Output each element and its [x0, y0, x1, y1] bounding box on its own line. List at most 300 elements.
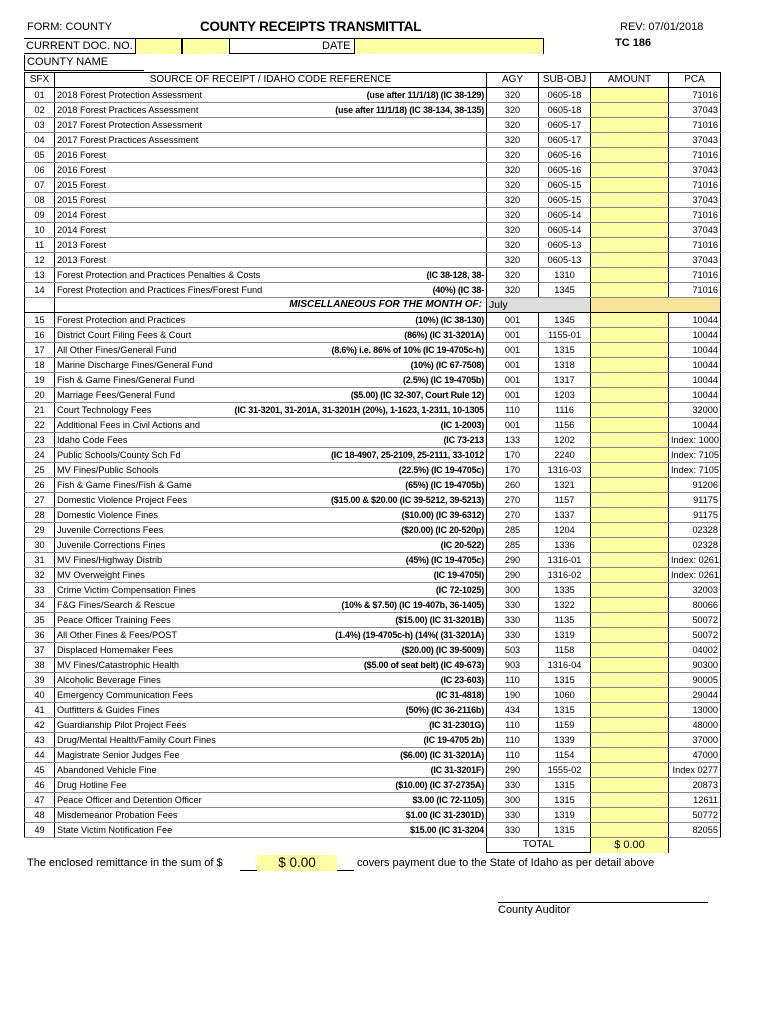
row-pca: Index: 1000: [669, 433, 721, 448]
row-source: [55, 373, 487, 388]
row-amount-input[interactable]: [591, 313, 669, 328]
row-agy: 290: [487, 553, 539, 568]
row-sfx: 14: [25, 283, 55, 298]
current-doc-label: CURRENT DOC. NO.: [26, 40, 133, 52]
row-amount-input[interactable]: [591, 328, 669, 343]
row-description: State Victim Notification Fee: [57, 825, 173, 835]
misc-fill: [591, 298, 721, 313]
table-row: [25, 733, 721, 748]
row-pca: 71016: [669, 283, 721, 298]
row-sfx: 18: [25, 358, 55, 373]
row-source: [55, 148, 487, 163]
row-pca: 91175: [669, 493, 721, 508]
month-field[interactable]: July: [487, 298, 591, 313]
misc-label: MISCELLANEOUS FOR THE MONTH OF:: [289, 299, 482, 310]
row-amount-input[interactable]: [591, 718, 669, 733]
row-description: All Other Fines/General Fund: [57, 345, 177, 355]
row-amount-input[interactable]: [591, 613, 669, 628]
row-description: 2017 Forest Practices Assessment: [57, 135, 199, 145]
row-agy: 434: [487, 703, 539, 718]
row-sfx: 38: [25, 658, 55, 673]
county-auditor-label: County Auditor: [498, 904, 571, 916]
row-amount-input[interactable]: [591, 373, 669, 388]
row-amount-input[interactable]: [591, 568, 669, 583]
row-description: 2018 Forest Protection Assessment: [57, 90, 203, 100]
table-row: [25, 628, 721, 643]
row-code-reference: ($10.00) (IC 39-6312): [401, 510, 484, 520]
row-pca: 37043: [669, 193, 721, 208]
row-amount-input[interactable]: [591, 208, 669, 223]
row-subobj: 1156: [539, 418, 591, 433]
row-subobj: 0605-16: [539, 163, 591, 178]
row-subobj: 1315: [539, 778, 591, 793]
row-subobj: 0605-13: [539, 253, 591, 268]
row-amount-input[interactable]: [591, 793, 669, 808]
row-source: [55, 748, 487, 763]
row-source: [55, 493, 487, 508]
row-description: Displaced Homemaker Fees: [57, 645, 173, 655]
form-label: FORM: COUNTY: [27, 21, 112, 33]
row-subobj: 1339: [539, 733, 591, 748]
row-subobj: 0605-15: [539, 193, 591, 208]
table-row: [25, 388, 721, 403]
row-sfx: 15: [25, 313, 55, 328]
row-amount-input[interactable]: [591, 283, 669, 298]
table-row: [25, 598, 721, 613]
row-pca: 71016: [669, 208, 721, 223]
row-pca: 37043: [669, 133, 721, 148]
row-amount-input[interactable]: [591, 268, 669, 283]
row-amount-input[interactable]: [591, 688, 669, 703]
row-sfx: 27: [25, 493, 55, 508]
row-description: Fish & Game Fines/General Fund: [57, 375, 195, 385]
row-pca: 91175: [669, 508, 721, 523]
row-agy: 320: [487, 193, 539, 208]
row-subobj: 1322: [539, 598, 591, 613]
row-agy: 285: [487, 538, 539, 553]
row-agy: 903: [487, 658, 539, 673]
row-description: Drug Hotline Fee: [57, 780, 127, 790]
row-amount-input[interactable]: [591, 403, 669, 418]
row-code-reference: (10%) (IC 38-130): [415, 315, 484, 325]
row-source: [55, 538, 487, 553]
row-sfx: 16: [25, 328, 55, 343]
row-code-reference: (IC 20-522): [440, 540, 484, 550]
row-amount-input[interactable]: [591, 763, 669, 778]
row-sfx: 25: [25, 463, 55, 478]
row-subobj: 1203: [539, 388, 591, 403]
row-amount-input[interactable]: [591, 553, 669, 568]
row-code-reference: ($15.00 & $20.00 (IC 39-5212, 39-5213): [330, 495, 484, 505]
row-amount-input[interactable]: [591, 388, 669, 403]
row-amount-input[interactable]: [591, 703, 669, 718]
row-amount-input[interactable]: [591, 163, 669, 178]
row-pca: 37043: [669, 223, 721, 238]
row-sfx: 12: [25, 253, 55, 268]
row-source: [55, 583, 487, 598]
row-source: [55, 283, 487, 298]
row-description: Abandoned Vehicle Fine: [57, 765, 157, 775]
row-sfx: 34: [25, 598, 55, 613]
row-source: [55, 613, 487, 628]
row-subobj: 1315: [539, 673, 591, 688]
table-row: [25, 133, 721, 148]
row-amount-input[interactable]: [591, 88, 669, 103]
row-code-reference: ($15.00) (IC 31-3201B): [395, 615, 484, 625]
current-doc-input-1[interactable]: [135, 39, 182, 54]
row-amount-input[interactable]: [591, 643, 669, 658]
row-subobj: 0605-17: [539, 133, 591, 148]
row-code-reference: (IC 31-3201F): [430, 765, 484, 775]
row-description: F&G Fines/Search & Rescue: [57, 600, 175, 610]
row-sfx: 29: [25, 523, 55, 538]
row-sfx: 42: [25, 718, 55, 733]
table-row: [25, 238, 721, 253]
row-source: [55, 598, 487, 613]
row-agy: 320: [487, 238, 539, 253]
row-sfx: 44: [25, 748, 55, 763]
row-subobj: 0605-18: [539, 103, 591, 118]
row-amount-input[interactable]: [591, 748, 669, 763]
table-row: [25, 208, 721, 223]
row-sfx: 28: [25, 508, 55, 523]
row-pca: 10044: [669, 373, 721, 388]
row-source: [55, 163, 487, 178]
remittance-amount: $ 0.00: [257, 855, 337, 871]
row-subobj: 0605-18: [539, 88, 591, 103]
row-subobj: 2240: [539, 448, 591, 463]
date-input[interactable]: [354, 39, 544, 54]
row-description: Domestic Violence Fines: [57, 510, 158, 520]
row-pca: 10044: [669, 418, 721, 433]
row-source: [55, 418, 487, 433]
row-source: [55, 223, 487, 238]
row-sfx: 39: [25, 673, 55, 688]
row-description: 2013 Forest: [57, 255, 107, 265]
row-description: MV Fines/Public Schools: [57, 465, 159, 475]
row-code-reference: (use after 11/1/18) (IC 38-134, 38-135): [335, 105, 484, 115]
row-agy: 270: [487, 508, 539, 523]
row-sfx: 24: [25, 448, 55, 463]
row-source: [55, 778, 487, 793]
row-code-reference: (IC 31-4818): [435, 690, 484, 700]
row-pca: Index: 0261: [669, 553, 721, 568]
table-row: [25, 193, 721, 208]
row-description: Guardianship Pilot Project Fees: [57, 720, 187, 730]
row-description: 2013 Forest: [57, 240, 107, 250]
row-amount-input[interactable]: [591, 583, 669, 598]
row-code-reference: (IC 19-4705l): [433, 570, 484, 580]
row-code-reference: (use after 11/1/18) (IC 38-129): [366, 90, 484, 100]
row-amount-input[interactable]: [591, 508, 669, 523]
row-sfx: 43: [25, 733, 55, 748]
header-row: [25, 73, 721, 88]
table-row: [25, 478, 721, 493]
row-description: Drug/Mental Health/Family Court Fines: [57, 735, 216, 745]
row-agy: 001: [487, 358, 539, 373]
row-amount-input[interactable]: [591, 193, 669, 208]
row-description: Juvenile Corrections Fines: [57, 540, 166, 550]
row-code-reference: ($6.00) (IC 31-3201A): [400, 750, 484, 760]
row-source: [55, 718, 487, 733]
row-agy: 330: [487, 778, 539, 793]
row-agy: 320: [487, 268, 539, 283]
row-subobj: 1317: [539, 373, 591, 388]
row-subobj: 1135: [539, 613, 591, 628]
row-code-reference: (IC 38-128, 38-: [426, 270, 484, 280]
table-row: [25, 283, 721, 298]
row-pca: 47000: [669, 748, 721, 763]
row-agy: 330: [487, 628, 539, 643]
row-agy: 503: [487, 643, 539, 658]
row-agy: 001: [487, 418, 539, 433]
row-code-reference: (22.5%) (IC 19-4705c): [398, 465, 484, 475]
row-sfx: 04: [25, 133, 55, 148]
row-pca: 71016: [669, 88, 721, 103]
row-subobj: 0605-14: [539, 208, 591, 223]
col-agy: AGY: [487, 73, 539, 88]
row-agy: 320: [487, 223, 539, 238]
row-amount-input[interactable]: [591, 178, 669, 193]
row-agy: 270: [487, 493, 539, 508]
row-pca: 71016: [669, 238, 721, 253]
row-source: [55, 688, 487, 703]
row-pca: Index: 7105: [669, 448, 721, 463]
row-pca: 10044: [669, 313, 721, 328]
row-description: Magistrate Senior Judges Fee: [57, 750, 180, 760]
table-row: [25, 703, 721, 718]
row-subobj: 1155-01: [539, 328, 591, 343]
table-row: [25, 568, 721, 583]
row-agy: 190: [487, 688, 539, 703]
row-amount-input[interactable]: [591, 103, 669, 118]
row-code-reference: (65%) (IC 19-4705b): [405, 480, 484, 490]
remittance-amount-field[interactable]: [240, 855, 354, 871]
row-source: [55, 133, 487, 148]
row-description: MV Fines/Highway Distrib: [57, 555, 163, 565]
row-source: [55, 103, 487, 118]
row-sfx: 36: [25, 628, 55, 643]
table-row: [25, 508, 721, 523]
row-pca: 90005: [669, 673, 721, 688]
row-source: [55, 523, 487, 538]
row-description: 2018 Forest Practices Assessment: [57, 105, 199, 115]
row-subobj: 1345: [539, 283, 591, 298]
row-agy: 330: [487, 823, 539, 838]
row-amount-input[interactable]: [591, 118, 669, 133]
row-amount-input[interactable]: [591, 433, 669, 448]
row-amount-input[interactable]: [591, 598, 669, 613]
table-row: [25, 463, 721, 478]
row-description: Misdemeanor Probation Fees: [57, 810, 178, 820]
row-sfx: 47: [25, 793, 55, 808]
row-subobj: 1315: [539, 703, 591, 718]
row-code-reference: ($5.00 of seat belt) (IC 49-673): [363, 660, 484, 670]
table-row: [25, 748, 721, 763]
row-pca: 50772: [669, 808, 721, 823]
row-code-reference: $3.00 (IC 72-1105): [412, 795, 484, 805]
row-sfx: 23: [25, 433, 55, 448]
row-pca: 10044: [669, 388, 721, 403]
table-row: [25, 118, 721, 133]
row-pca: 48000: [669, 718, 721, 733]
row-amount-input[interactable]: [591, 658, 669, 673]
current-doc-input-2[interactable]: [182, 39, 230, 54]
row-agy: 110: [487, 748, 539, 763]
row-agy: 290: [487, 763, 539, 778]
row-description: Juvenile Corrections Fees: [57, 525, 164, 535]
row-subobj: 1158: [539, 643, 591, 658]
row-description: Peace Officer Training Fees: [57, 615, 171, 625]
row-amount-input[interactable]: [591, 463, 669, 478]
row-amount-input[interactable]: [591, 133, 669, 148]
row-description: 2017 Forest Protection Assessment: [57, 120, 203, 130]
row-description: Additional Fees in Civil Actions and: [57, 420, 200, 430]
row-subobj: 1335: [539, 583, 591, 598]
row-amount-input[interactable]: [591, 343, 669, 358]
table-row: [25, 523, 721, 538]
row-subobj: 1154: [539, 748, 591, 763]
table-row: [25, 103, 721, 118]
row-agy: 320: [487, 103, 539, 118]
row-amount-input[interactable]: [591, 478, 669, 493]
row-amount-input[interactable]: [591, 808, 669, 823]
row-description: Fish & Game Fines/Fish & Game: [57, 480, 192, 490]
row-pca: 80066: [669, 598, 721, 613]
row-description: Outfitters & Guides Fines: [57, 705, 160, 715]
row-source: [55, 343, 487, 358]
table-row: [25, 793, 721, 808]
row-amount-input[interactable]: [591, 148, 669, 163]
row-code-reference: (2.5%) (IC 19-4705b): [402, 375, 484, 385]
row-description: 2014 Forest: [57, 210, 107, 220]
row-source: [55, 313, 487, 328]
row-source: [55, 268, 487, 283]
row-subobj: 1555-02: [539, 763, 591, 778]
row-amount-input[interactable]: [591, 448, 669, 463]
table-row: [25, 328, 721, 343]
row-sfx: 22: [25, 418, 55, 433]
row-subobj: 1321: [539, 478, 591, 493]
row-agy: 320: [487, 208, 539, 223]
row-subobj: 1060: [539, 688, 591, 703]
row-agy: 320: [487, 118, 539, 133]
col-sfx: SFX: [25, 73, 55, 88]
row-pca: Index: 7105: [669, 463, 721, 478]
row-code-reference: (IC 72-1025): [435, 585, 484, 595]
row-amount-input[interactable]: [591, 418, 669, 433]
row-subobj: 1316-02: [539, 568, 591, 583]
row-code-reference: (10%) (IC 67-7508): [410, 360, 484, 370]
row-agy: 330: [487, 598, 539, 613]
row-sfx: 13: [25, 268, 55, 283]
row-description: 2016 Forest: [57, 165, 107, 175]
row-source: [55, 388, 487, 403]
col-pca: PCA: [669, 73, 721, 88]
row-code-reference: (86%) (IC 31-3201A): [404, 330, 484, 340]
row-subobj: 1319: [539, 808, 591, 823]
table-row: [25, 253, 721, 268]
row-amount-input[interactable]: [591, 523, 669, 538]
row-description: Forest Protection and Practices: [57, 315, 186, 325]
row-description: Marriage Fees/General Fund: [57, 390, 175, 400]
row-source: [55, 568, 487, 583]
row-subobj: 0605-16: [539, 148, 591, 163]
row-subobj: 0605-15: [539, 178, 591, 193]
row-sfx: 19: [25, 373, 55, 388]
total-row: [25, 838, 721, 853]
row-subobj: 1315: [539, 343, 591, 358]
row-amount-input[interactable]: [591, 778, 669, 793]
row-agy: 320: [487, 163, 539, 178]
row-sfx: 26: [25, 478, 55, 493]
row-pca: 10044: [669, 328, 721, 343]
row-agy: 001: [487, 373, 539, 388]
table-row: [25, 433, 721, 448]
row-amount-input[interactable]: [591, 253, 669, 268]
row-agy: 320: [487, 253, 539, 268]
row-description: Forest Protection and Practices Penalties & Costs: [57, 270, 261, 280]
row-amount-input[interactable]: [591, 628, 669, 643]
row-source: [55, 118, 487, 133]
row-amount-input[interactable]: [591, 823, 669, 838]
row-subobj: 1316-03: [539, 463, 591, 478]
row-amount-input[interactable]: [591, 493, 669, 508]
row-code-reference: (IC 31-3201, 31-201A, 31-3201H (20%), 1-1623, 1-2311, 10-1305: [234, 405, 484, 415]
row-amount-input[interactable]: [591, 733, 669, 748]
row-pca: 82055: [669, 823, 721, 838]
row-description: Peace Officer and Detention Officer: [57, 795, 202, 805]
row-agy: 110: [487, 403, 539, 418]
row-pca: 32000: [669, 403, 721, 418]
county-name-row: [24, 55, 144, 71]
row-amount-input[interactable]: [591, 238, 669, 253]
table-row: [25, 658, 721, 673]
row-amount-input[interactable]: [591, 673, 669, 688]
row-code-reference: (45%) (IC 19-4705c): [405, 555, 484, 565]
row-source: [55, 553, 487, 568]
row-code-reference: $15.00 (IC 31-3204: [410, 825, 484, 835]
row-subobj: 1159: [539, 718, 591, 733]
col-source: SOURCE OF RECEIPT / IDAHO CODE REFERENCE: [55, 73, 487, 88]
row-sfx: 41: [25, 703, 55, 718]
row-description: MV Fines/Catastrophic Health: [57, 660, 180, 670]
row-sfx: 09: [25, 208, 55, 223]
row-sfx: 37: [25, 643, 55, 658]
col-subobj: SUB-OBJ: [539, 73, 591, 88]
row-subobj: 1116: [539, 403, 591, 418]
row-subobj: 1310: [539, 268, 591, 283]
row-subobj: 1204: [539, 523, 591, 538]
row-sfx: 20: [25, 388, 55, 403]
row-code-reference: (50%) (IC 36-2116b): [405, 705, 484, 715]
row-agy: 320: [487, 88, 539, 103]
row-agy: 110: [487, 673, 539, 688]
row-agy: 330: [487, 808, 539, 823]
table-row: [25, 673, 721, 688]
row-description: 2014 Forest: [57, 225, 107, 235]
total-label: TOTAL: [487, 838, 591, 853]
row-subobj: 1316-01: [539, 553, 591, 568]
table-row: [25, 643, 721, 658]
row-source: [55, 793, 487, 808]
table-row: [25, 448, 721, 463]
row-source: [55, 178, 487, 193]
row-amount-input[interactable]: [591, 358, 669, 373]
row-amount-input[interactable]: [591, 223, 669, 238]
row-amount-input[interactable]: [591, 538, 669, 553]
row-description: MV Overweight Fines: [57, 570, 145, 580]
